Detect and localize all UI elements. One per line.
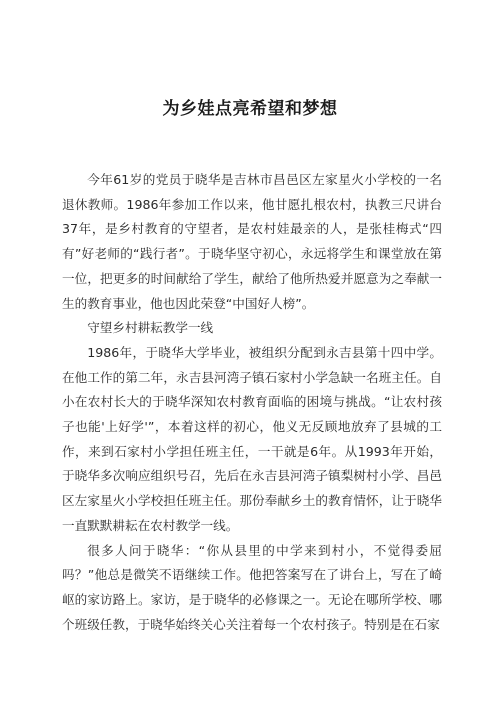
paragraph-career: 1986年，于晓华大学毕业，被组织分配到永吉县第十四中学。在他工作的第二年，永吉县河湾子镇石家村小学急缺一名班主任。自小在农村长大的于晓华深知农村教育面临的困境与挑战。“让农村孩子也能'上好学'”，本着这样的初心，他义无反顾地放弃了县城的工作，来到石家村小学担任班主任，一干就是6年。从1993年开始，于晓华多次响应组织号召，先后在永吉县河湾子镇梨树村小学、昌邑区左家星火小学校担任班主任。那份奉献乡土的教育情怀，让于晓华一直默默耕耘在农村教学一线。 [62, 344, 442, 533]
document-title: 为乡娃点亮希望和梦想 [162, 99, 338, 119]
section-heading: 守望乡村耕耘教学一线 [87, 320, 214, 336]
paragraph-home-visits: 很多人问于晓华：“你从县里的中学来到村小，不觉得委屈吗？”他总是微笑不语继续工作。他把答案写在了讲台上，写在了崎岖的家访路上。家访，是于晓华的必修课之一。无论在哪所学校、哪个班级任教，于晓华始终关心关注着每一个农村孩子。特别是在石家 [62, 542, 442, 632]
document-body [62, 168, 442, 637]
paragraph-intro: 今年61岁的党员于晓华是吉林市昌邑区左家星火小学校的一名退休教师。1986年参加工作以来，他甘愿扎根农村，执教三尺讲台37年，是乡村教育的守望者，是农村娃最亲的人，是张桂梅式“四有”好老师的“践行者”。于晓华坚守初心，永远将学生和课堂放在第一位，把更多的时间献给了学生，献给了他所热爱并愿意为之奉献一生的教育事业，他也因此荣登“中国好人榜”。 [62, 172, 442, 311]
